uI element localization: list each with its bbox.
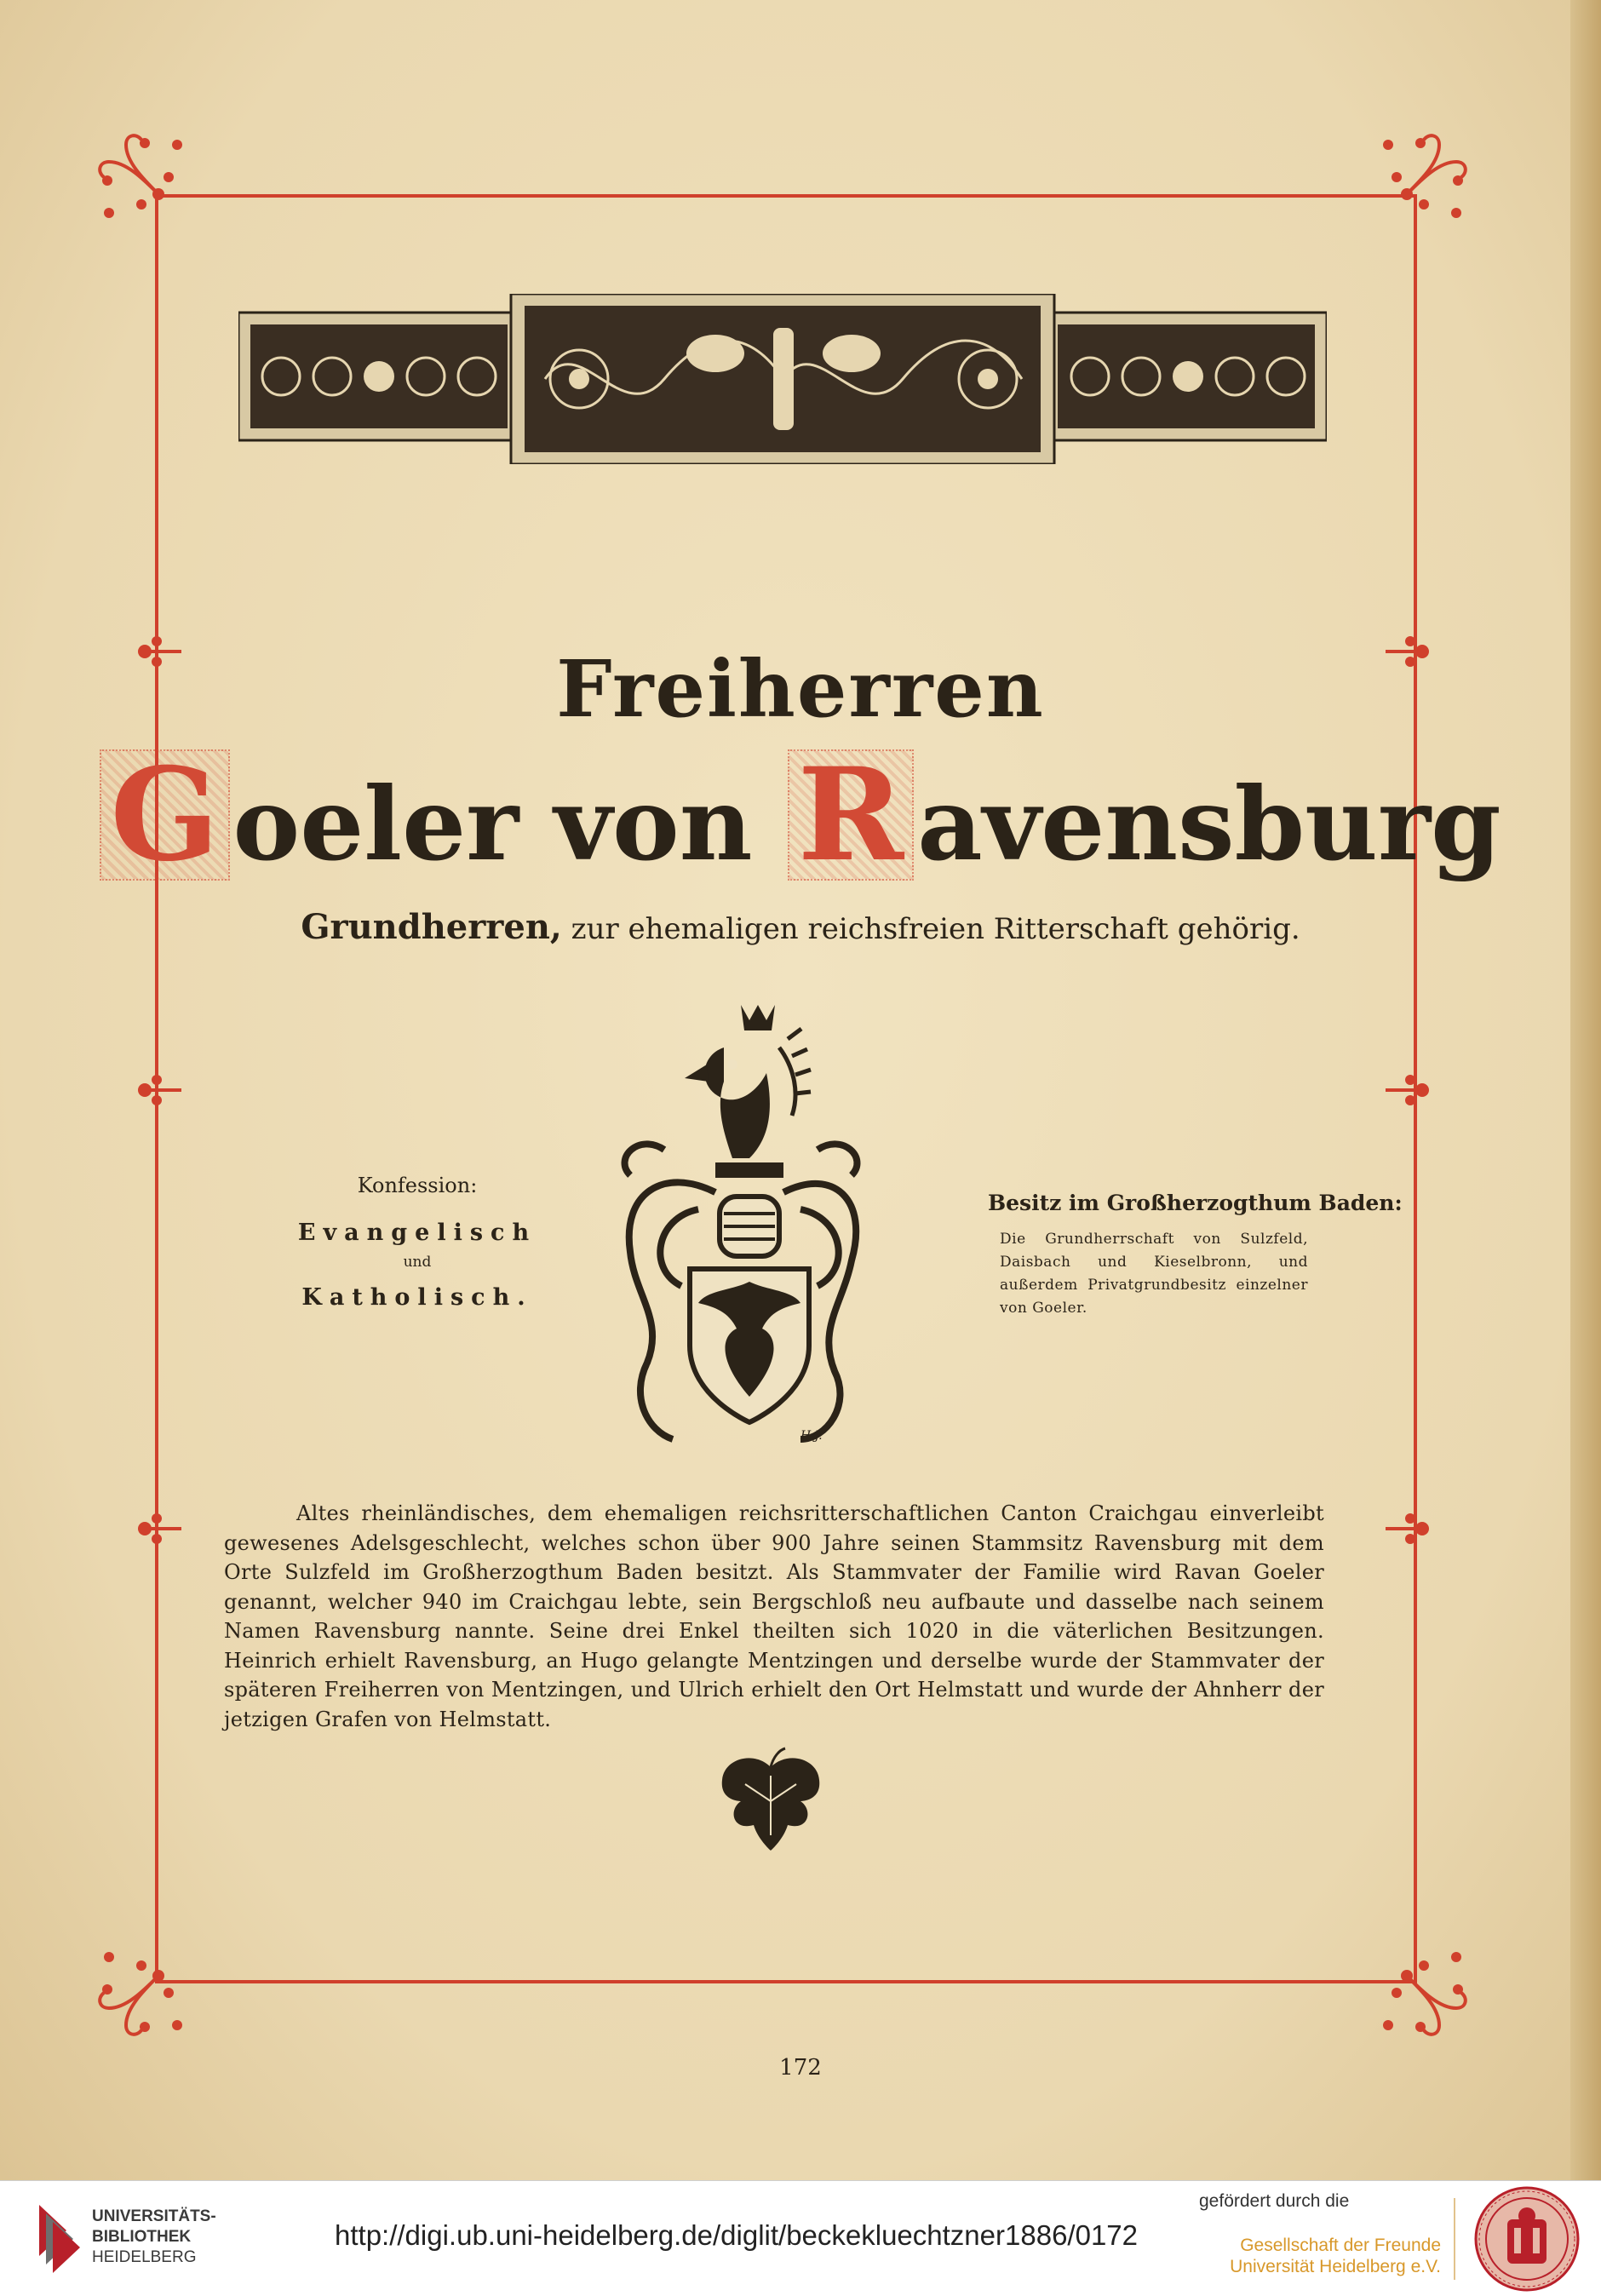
sponsor-name-line1: Gesellschaft der Freunde [1240, 2236, 1441, 2255]
title-family-name [0, 740, 1601, 890]
university-seal-icon [1473, 2185, 1581, 2293]
title-initial-r: R [788, 749, 915, 881]
page-number: 172 [779, 2055, 822, 2081]
konfession-katholisch: Katholisch. [301, 1284, 533, 1311]
corner-ornament-bottom-left-icon [92, 1932, 203, 2042]
library-name [92, 2207, 216, 2268]
coat-of-arms-signature: H.J. [800, 1429, 823, 1443]
side-ornament-icon [1381, 1507, 1441, 1550]
corner-ornament-top-left-icon [92, 128, 203, 238]
leaf-ornament-icon [707, 1742, 835, 1857]
sponsor-name-line2: Universität Heidelberg e.V. [1230, 2257, 1441, 2276]
permalink-url[interactable]: http://digi.ub.uni-heidelberg.de/diglit/beckekluechtzner1886/0172 [335, 2219, 1138, 2251]
konfession-label: Konfession: [357, 1174, 478, 1197]
side-ornament-icon [1381, 1069, 1441, 1111]
page-edge [1570, 0, 1601, 2180]
side-ornament-icon [126, 1069, 186, 1111]
library-name-line1: UNIVERSITÄTS- [92, 2207, 216, 2225]
footer-divider [1454, 2198, 1455, 2280]
subtitle [0, 907, 1601, 947]
title-word-avensburg: avensburg [917, 765, 1501, 883]
subtitle-lead: Grundherren, [301, 907, 562, 947]
title-word-von: von [554, 765, 753, 883]
library-name-line2: BIBLIOTHEK [92, 2228, 192, 2246]
corner-ornament-bottom-right-icon [1363, 1932, 1473, 2042]
digitization-footer [0, 2180, 1601, 2296]
konfession-und: und [403, 1254, 432, 1271]
title-freiherren: Freiherren [556, 643, 1045, 735]
besitz-heading: Besitz im Großherzogthum Baden: [988, 1191, 1403, 1215]
besitz-text: Die Grundherrschaft von Sulzfeld, Daisbach und Kieselbronn, und außerdem Privatgrundbesitz einzelner von Goeler. [1000, 1231, 1308, 1317]
side-ornament-icon [126, 1507, 186, 1550]
coat-of-arms-icon [596, 996, 877, 1473]
sponsor-name [1226, 2235, 1441, 2277]
konfession-evangelisch: Evangelisch [297, 1220, 537, 1246]
corner-ornament-top-right-icon [1363, 128, 1473, 238]
sponsor-label: gefördert durch die [1199, 2191, 1350, 2211]
library-name-line3: HEIDELBERG [92, 2248, 197, 2266]
title-word-oeler: oeler [232, 765, 519, 883]
history-paragraph: Altes rheinländisches, dem ehemaligen reichsritterschaftlichen Canton Craichgau einverleibt gewesenes Adelsgeschlecht, welches schon über 900 Jahre seinen Stammsitz Ravensburg mit dem Orte Sulzfeld im Großherzogthum Baden besitzt. Als Stammvater der Familie wird Ravan Goeler genannt, welcher 940 im Craichgau lebte, sein Bergschloß neu aufbaute und dasselbe nach seinem Namen Ravensburg nannte. Seine drei Enkel theilten sich 1020 in die väterlichen Besitzungen. Heinrich erhielt Ravensburg, an Hugo gelangte Mentzingen und derselbe wurde der Stammvater der späteren Freiherren von Mentzingen, und Ulrich erhielt den Ort Helmstatt und wurde der Ahnherr der jetzigen Grafen von Helmstatt. [224, 1501, 1324, 1731]
decorative-banner-icon [238, 294, 1327, 464]
subtitle-rest: zur ehemaligen reichsfreien Ritterschaft gehörig. [571, 912, 1300, 946]
library-logo-icon [32, 2196, 87, 2278]
title-initial-g: G [100, 749, 229, 881]
